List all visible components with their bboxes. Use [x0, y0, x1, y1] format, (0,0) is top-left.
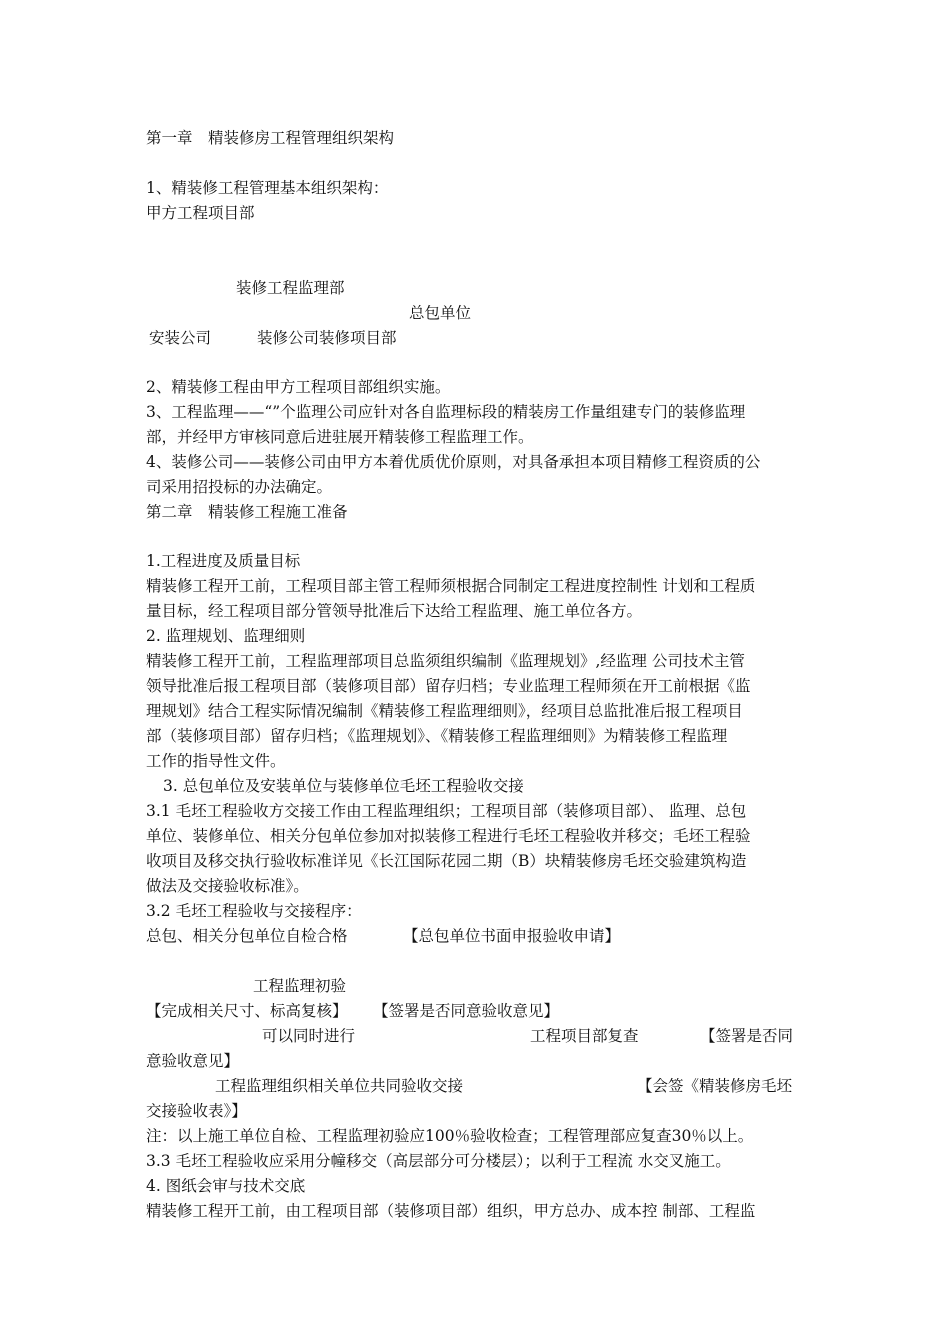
section-3-1-line-3: 收项目及移交执行验收标准详见《长江国际花园二期（B）块精装修房毛坯交验建筑构造	[146, 852, 747, 870]
flow-sign-opinion-2b: 意验收意见】	[146, 1052, 240, 1070]
flow-initial-check: 工程监理初验	[253, 977, 347, 995]
paragraph-4-line-1: 4、装修公司——装修公司由甲方本着优质优价原则，对具备承担本项目精修工程资质的公	[146, 453, 761, 471]
note-line: 注：以上施工单位自检、工程监理初验应100％验收检查；工程管理部应复查30％以上。	[146, 1127, 754, 1145]
org-general-contractor: 总包单位	[409, 304, 472, 322]
paragraph-4-line-2: 司采用招投标的办法确定。	[146, 478, 333, 496]
flow-project-recheck: 工程项目部复查	[530, 1027, 639, 1045]
section-2-4-heading: 4. 图纸会审与技术交底	[146, 1177, 306, 1195]
flow-sign-opinion-2a: 【签署是否同	[700, 1027, 794, 1045]
section-1-heading: 1、精装修工程管理基本组织架构：	[146, 179, 389, 197]
flow-simultaneous: 可以同时进行	[262, 1027, 356, 1045]
section-2-2-line-1: 精装修工程开工前，工程监理部项目总监须组织编制《监理规划》,经监理 公司技术主管	[146, 652, 745, 670]
paragraph-3-line-2: 部，并经甲方审核同意后进驻展开精装修工程监理工作。	[146, 428, 534, 446]
flow-recheck-dims: 【完成相关尺寸、标高复核】	[146, 1002, 348, 1020]
section-2-4-line-1: 精装修工程开工前，由工程项目部（装修项目部）组织，甲方总办、成本控 制部、工程监	[146, 1202, 756, 1220]
section-2-1-line-2: 量目标，经工程项目部分管领导批准后下达给工程监理、施工单位各方。	[146, 602, 643, 620]
section-2-3-heading: 3. 总包单位及安装单位与装修单位毛坯工程验收交接	[163, 777, 524, 795]
section-2-2-line-4: 部（装修项目部）留存归档；《监理规划》、《精装修工程监理细则》为精装修工程监理	[146, 727, 728, 745]
section-3-1-line-4: 做法及交接验收标准》。	[146, 877, 309, 895]
chapter1-title: 第一章 精装修房工程管理组织架构	[146, 129, 395, 147]
flow-countersign-a: 【会签《精装修房毛坯	[637, 1077, 793, 1095]
org-install-company: 安装公司	[149, 329, 212, 347]
section-2-1-line-1: 精装修工程开工前，工程项目部主管工程师须根据合同制定工程进度控制性 计划和工程质	[146, 577, 756, 595]
org-decoration-dept: 装修公司装修项目部	[257, 329, 397, 347]
flow-joint-acceptance: 工程监理组织相关单位共同验收交接	[215, 1077, 464, 1095]
section-3-2-heading: 3.2 毛坯工程验收与交接程序：	[146, 902, 362, 920]
paragraph-2: 2、精装修工程由甲方工程项目部组织实施。	[146, 378, 451, 396]
flow-apply: 【总包单位书面申报验收申请】	[403, 927, 621, 945]
section-2-2-line-2: 领导批准后报工程项目部（装修项目部）留存归档；专业监理工程师须在开工前根据《监	[146, 677, 751, 695]
section-2-2-line-5: 工作的指导性文件。	[146, 752, 286, 770]
org-client-dept: 甲方工程项目部	[146, 204, 255, 222]
section-3-1-line-1: 3.1 毛坯工程验收方交接工作由工程监理组织；工程项目部（装修项目部）、 监理、总包	[146, 802, 747, 820]
flow-self-check: 总包、相关分包单位自检合格	[146, 927, 348, 945]
section-2-2-line-3: 理规划》结合工程实际情况编制《精装修工程监理细则》，经项目总监批准后报工程项目	[146, 702, 743, 720]
section-2-2-heading: 2. 监理规划、监理细则	[146, 627, 306, 645]
section-2-1-heading: 1.工程进度及质量目标	[146, 552, 301, 570]
section-3-1-line-2: 单位、装修单位、相关分包单位参加对拟装修工程进行毛坯工程验收并移交；毛坯工程验	[146, 827, 751, 845]
section-3-3: 3.3 毛坯工程验收应采用分幢移交（高层部分可分楼层）；以利于工程流 水交叉施工。	[146, 1152, 731, 1170]
flow-countersign-b: 交接验收表》】	[146, 1102, 247, 1120]
org-supervision-dept: 装修工程监理部	[236, 279, 345, 297]
paragraph-3-line-1: 3、工程监理——“”个监理公司应针对各自监理标段的精装房工作量组建专门的装修监理	[146, 403, 746, 421]
chapter2-title: 第二章 精装修工程施工准备	[146, 503, 348, 521]
flow-sign-opinion-1: 【签署是否同意验收意见】	[373, 1002, 560, 1020]
